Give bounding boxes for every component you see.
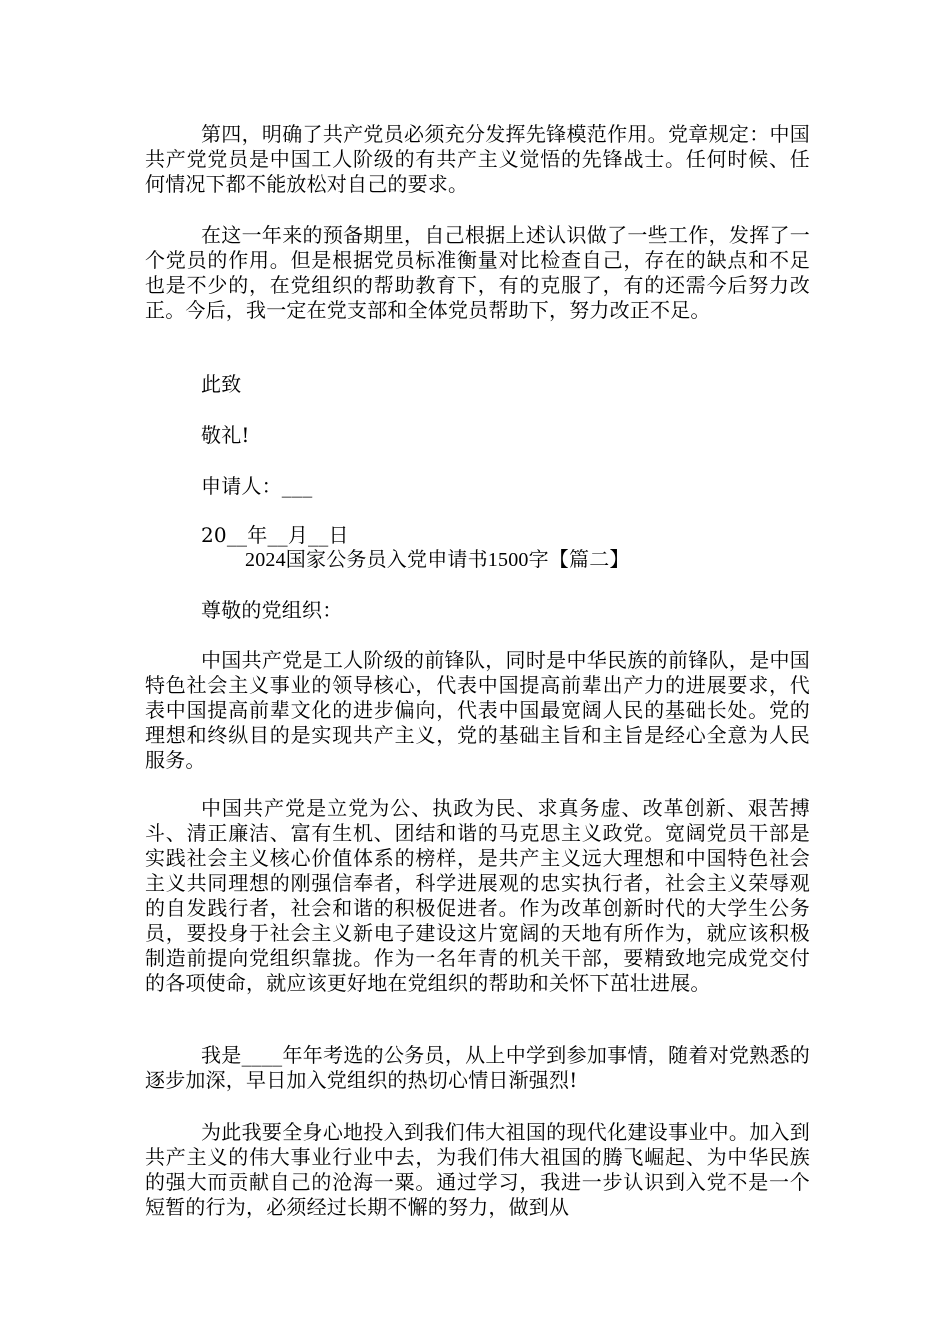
paragraph-fourth-point xyxy=(145,122,810,197)
paragraph-probation-summary xyxy=(145,223,810,323)
applicant-signature xyxy=(145,474,810,499)
paragraph-party-values xyxy=(145,796,810,996)
closing-salute xyxy=(145,423,810,448)
closing-line: 此致 xyxy=(201,372,242,396)
applicant-line: 申请人：___ xyxy=(201,474,313,498)
closing-line: 敬礼! xyxy=(201,423,250,447)
date-text: 20__年__月__日 xyxy=(201,523,349,547)
paragraph-text: 中国共产党是工人阶级的前锋队，同时是中华民族的前锋队，是中国特色社会主义事业的领导核心，代表中国提高前辈出产力的进展要求，代表中国提高前辈文化的进步偏向，代表中国最宽阔人民的基础长处。党的理想和终纵目的是实现共产主义，党的基础主旨和主旨是经心全意为人民服务。 xyxy=(145,648,810,772)
paragraph-text: 我是____年年考选的公务员，从上中学到参加事情，随着对党熟悉的逐步加深，早日加入党组织的热切心情日渐强烈! xyxy=(145,1043,810,1092)
closing-greeting xyxy=(145,372,810,397)
paragraph-text: 在这一年来的预备期里，自己根据上述认识做了一些工作，发挥了一个党员的作用。但是根据党员标准衡量对比检查自己，存在的缺点和不足也是不少的，在党组织的帮助教育下，有的克服了，有的还需今后努力改正。今后，我一定在党支部和全体党员帮助下，努力改正不足。 xyxy=(145,223,810,322)
section-title xyxy=(145,548,810,573)
paragraph-text: 为此我要全身心地投入到我们伟大祖国的现代化建设事业中。加入到共产主义的伟大事业行业中去，为我们伟大祖国的腾飞崛起、为中华民族的强大而贡献自己的沧海一粟。通过学习，我进一步认识到入党不是一个短暂的行为，必须经过长期不懈的努力，做到从 xyxy=(145,1120,810,1219)
paragraph-text: 第四，明确了共产党员必须充分发挥先锋模范作用。党章规定：中国共产党党员是中国工人阶级的有共产主义觉悟的先锋战士。任何时候、任何情况下都不能放松对自己的要求。 xyxy=(145,122,810,196)
date-line xyxy=(145,523,810,548)
paragraph-text: 中国共产党是立党为公、执政为民、求真务虚、改革创新、艰苦搏斗、清正廉洁、富有生机、团结和谐的马克思主义政党。宽阔党员干部是实践社会主义核心价值体系的榜样，是共产主义远大理想和中国特色社会主义共同理想的刚强信奉者，科学进展观的忠实执行者，社会主义荣辱观的自发践行者，社会和谐的积极促进者。作为改革创新时代的大学生公务员，要投身于社会主义新电子建设这片宽阔的天地有所作为，就应该积极制造前提向党组织靠拢。作为一名年青的机关干部，要精致地完成党交付的各项使命，就应该更好地在党组织的帮助和关怀下茁壮进展。 xyxy=(145,796,810,995)
section-title-text: 2024国家公务员入党申请书1500字【篇二】 xyxy=(245,549,630,571)
paragraph-personal-background xyxy=(145,1043,810,1093)
paragraph-party-nature xyxy=(145,648,810,773)
salutation-text: 尊敬的党组织： xyxy=(201,598,343,622)
salutation xyxy=(145,598,810,623)
paragraph-commitment xyxy=(145,1120,810,1220)
